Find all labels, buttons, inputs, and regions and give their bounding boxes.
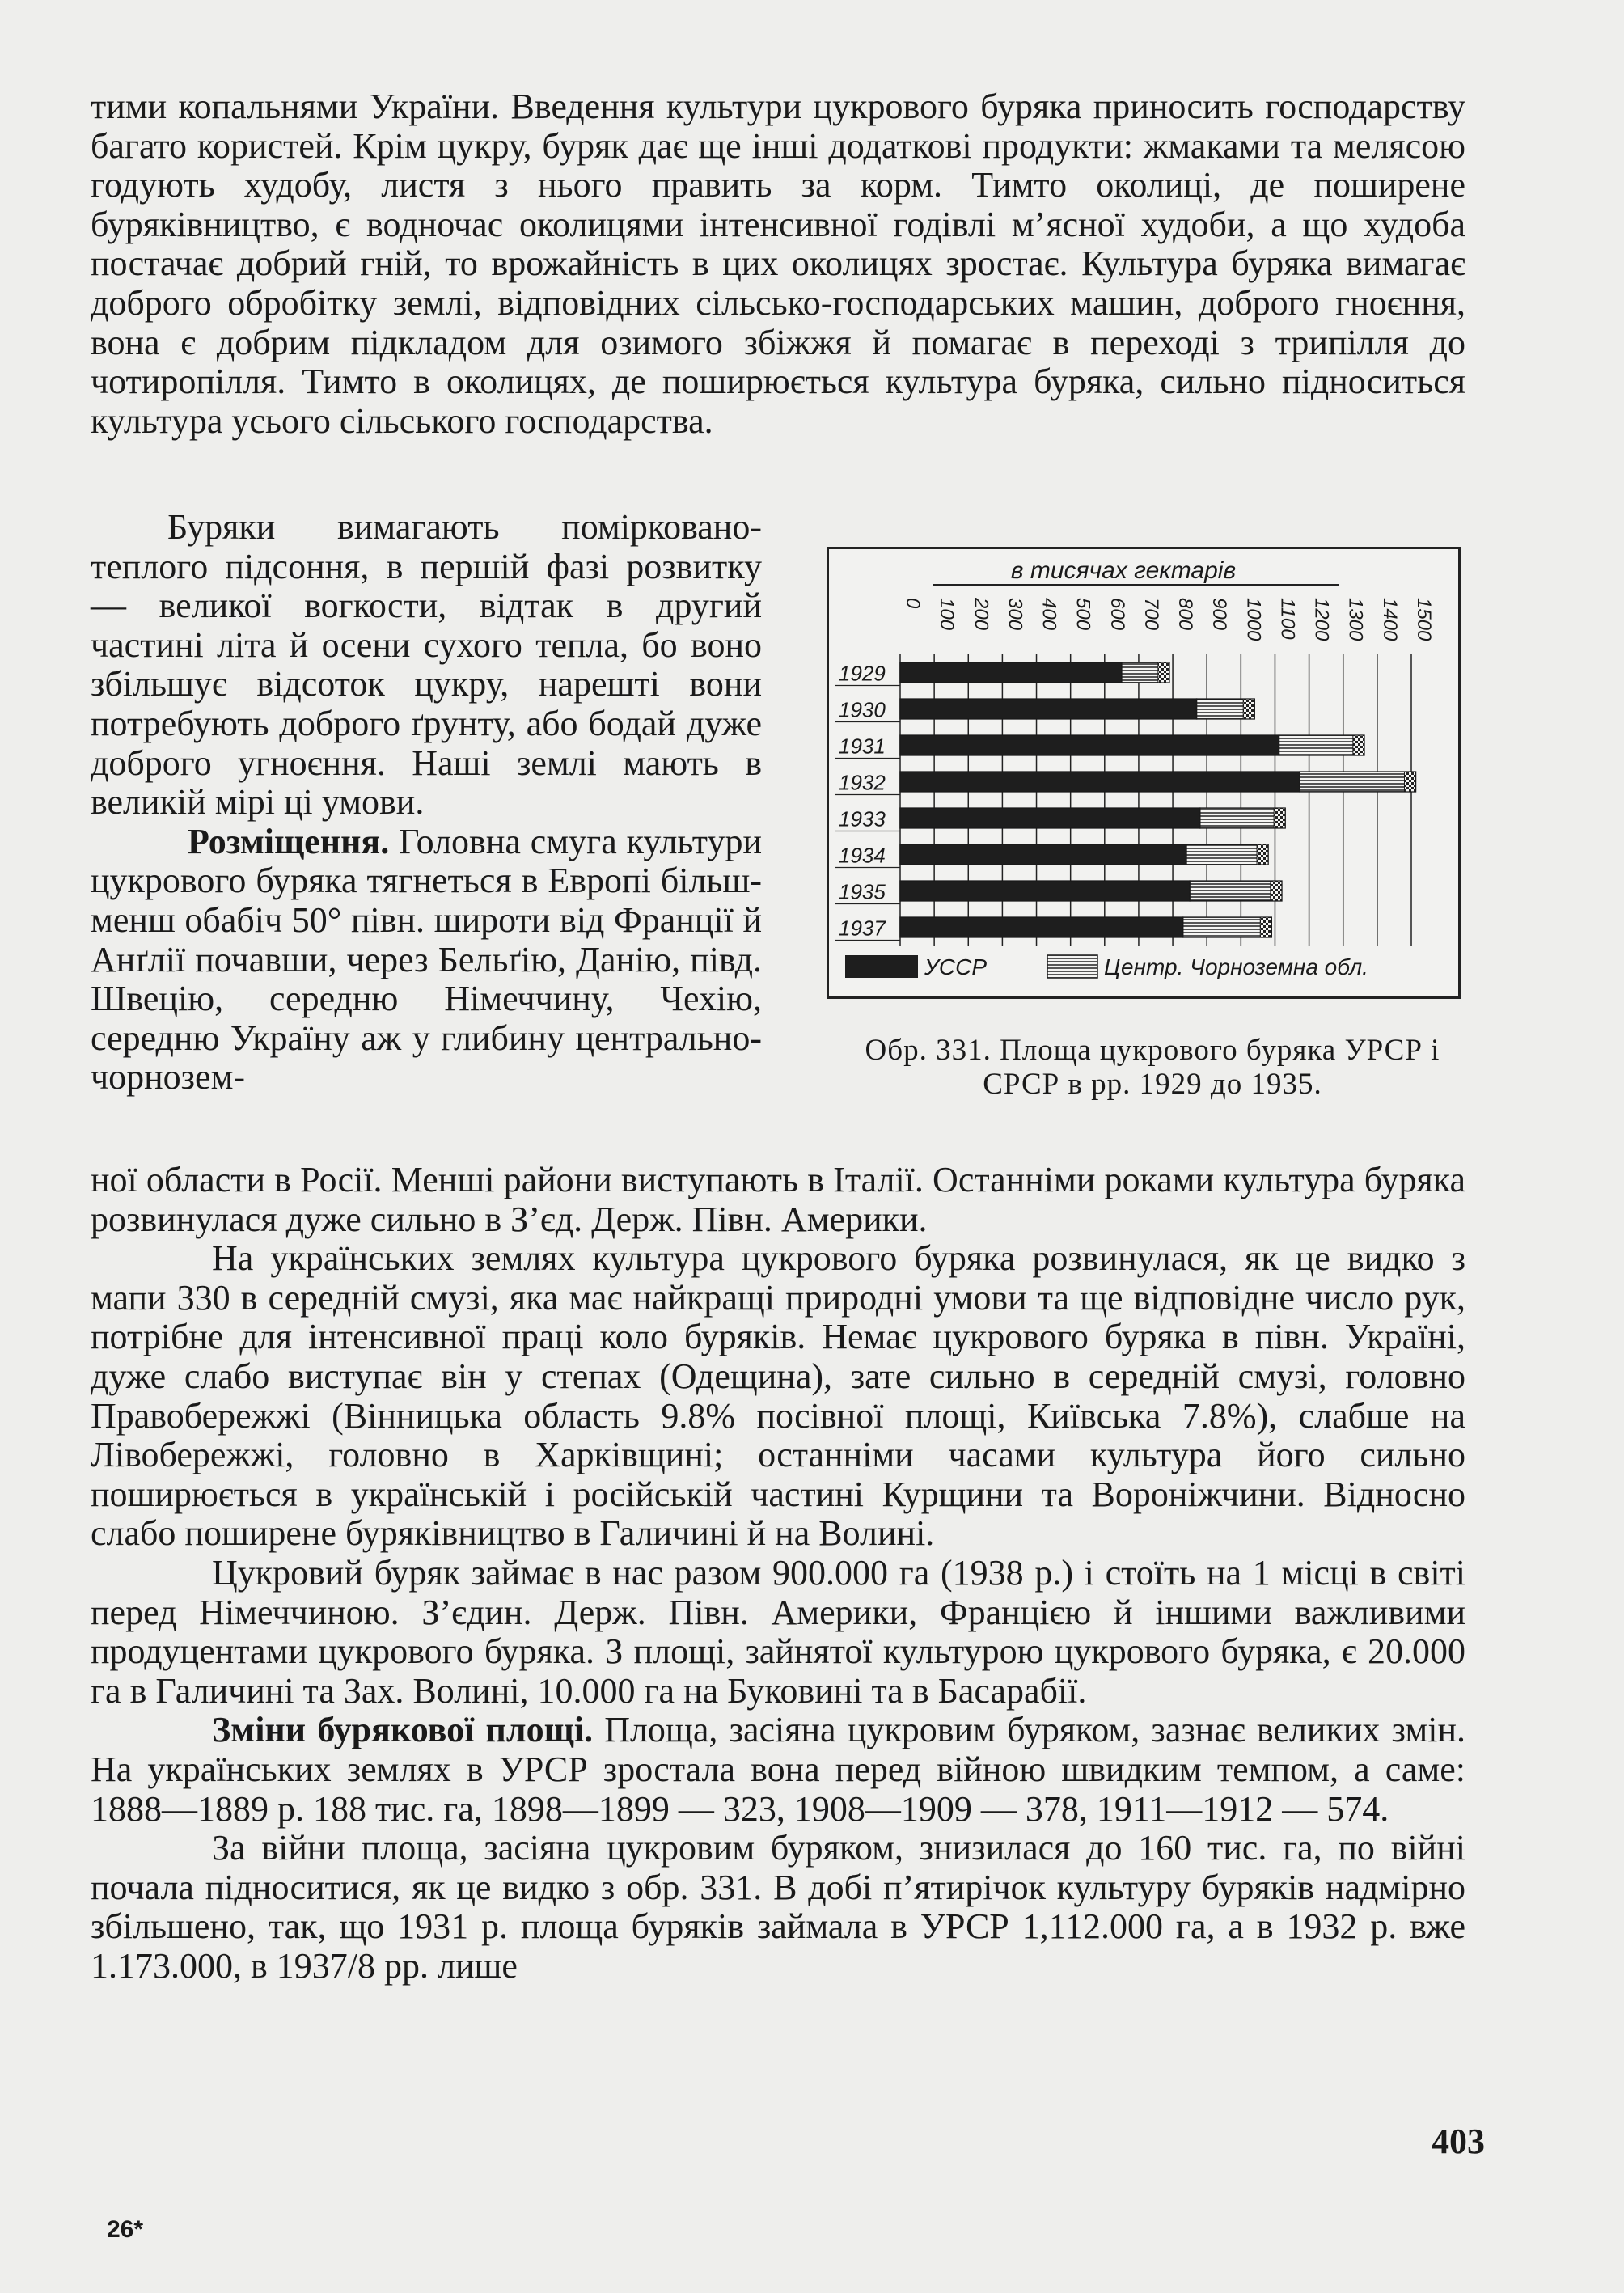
bar-chart-svg <box>829 549 1458 996</box>
section-heading: Зміни бурякової площі. <box>212 1710 593 1750</box>
bar-ussr <box>900 917 1183 937</box>
y-category-label: 1929 <box>839 661 886 686</box>
paragraph <box>91 1711 1465 1829</box>
x-tick-label: 300 <box>1004 598 1026 631</box>
chart-unit-label: в тисячах гектарів <box>1010 557 1237 584</box>
bar-end-cap <box>1260 917 1271 937</box>
x-tick-label: 100 <box>936 598 958 631</box>
bar-centr-chornozem <box>1200 808 1285 828</box>
legend-swatch-centr <box>1047 955 1097 978</box>
bar-chart <box>827 547 1461 999</box>
paragraph: ної области в Росії. Менші райони виступають в Італії. Останніми роками культура буряка розвинулася дуже сильно в З’єд. Держ. Півн. Америки. <box>91 1160 1465 1239</box>
section-heading: Розміщення. <box>188 821 390 861</box>
paragraph: тими копальнями України. Введення культури цукрового буряка приносить господарству багато користей. Крім цукру, буряк дає ще інші додаткові продукти: жмаками та мелясою годують худобу, листя з нього править за корм. Тимто околиці, де поширене буряківництво, є водночас околицями інтенсивної годівлі м’ясної худоби, а що худоба постачає добрий гній, то врожайність в цих околицях зростає. Культура буряка вимагає доброго обробітку землі, відповідних сільсько-господарських машин, доброго гноєння, вона є добрим підкладом для озимого збіжжя й помагає в переході з трипілля до чотиропілля. Тимто в околицях, де поширюється культура буряка, сильно підноситься культура усього сільського господарства. <box>91 87 1465 441</box>
page-number: 403 <box>1432 2122 1485 2161</box>
bar-end-cap <box>1257 844 1268 865</box>
x-tick-label: 0 <box>902 598 924 609</box>
y-category-label: 1933 <box>839 806 886 831</box>
bar-ussr <box>900 735 1279 755</box>
x-tick-label: 200 <box>970 598 992 631</box>
y-category-label: 1937 <box>839 916 886 941</box>
x-tick-label: 400 <box>1038 598 1060 631</box>
paragraph-text: Площа, засіяна цукровим буряком, зазнає великих змін. На українських землях в УРСР зростала вона перед війною швидким темпом, а саме: 1888—1889 р. 188 тис. га, 1898—1899 — 323, 1908—1909 — 378, 1911—1912 — 574. <box>91 1710 1465 1829</box>
paragraph: За війни площа, засіяна цукровим буряком, знизилася до 160 тис. га, по війні почала підноситися, як це видко з обр. 331. В добі п’ятирічок культуру буряків надмірно збільшено, так, що 1931 р. площа буряків займала в УРСР 1,112.000 га, а в 1932 р. вже 1.173.000, в 1937/8 рр. лише <box>91 1828 1465 1986</box>
bar-end-cap <box>1353 735 1364 755</box>
x-tick-label: 500 <box>1072 598 1094 631</box>
bar-ussr <box>900 699 1197 719</box>
bar-ussr <box>900 808 1200 828</box>
x-tick-label: 1000 <box>1242 598 1265 641</box>
bar-centr-chornozem <box>1300 772 1415 792</box>
printer-signature: 26* <box>107 2216 144 2243</box>
legend-label-ussr: УССР <box>924 954 988 979</box>
y-category-label: 1930 <box>839 697 886 722</box>
paragraph: На українських землях культура цукрового буряка розвинулася, як це видко з мапи 330 в середній смузі, яка має найкращі природні умови та ще відповідне число рук, потрібне для інтенсивної праці коло буряків. Немає цукрового буряка в півн. Україні, дуже слабо виступає він у степах (Одещина), зате сильно в середній смузі, головно Правобережжі (Вінницька область 9.8% посівної площі, Київська 7.8%), слабше на Лівобережжі, головно в Харківщині; останніми часами культура його сильно поширюється в українській і російській частині Курщини та Вороніжчини. Відносно слабо поширене буряківництво в Галичині й на Волині. <box>91 1238 1465 1554</box>
y-category-label: 1935 <box>839 879 886 904</box>
paragraph: Цукровий буряк займає в нас разом 900.000 га (1938 р.) і стоїть на 1 місці в світі перед Німеччиною. З’єдин. Держ. Півн. Америки, Францією й іншими важливими продуцентами цукрового буряка. З площі, зайнятої культурою цукрового буряка, є 20.000 га в Галичині та Зах. Волині, 10.000 га на Буковині та в Басарабії. <box>91 1552 1465 1711</box>
bar-centr-chornozem <box>1190 881 1282 901</box>
bar-centr-chornozem <box>1186 844 1268 865</box>
x-tick-label: 1500 <box>1413 598 1435 641</box>
bar-end-cap <box>1404 772 1415 792</box>
x-tick-label: 900 <box>1208 598 1231 631</box>
x-tick-label: 1200 <box>1310 598 1333 641</box>
x-tick-label: 800 <box>1174 598 1197 631</box>
legend-swatch-ussr <box>845 955 918 978</box>
bar-ussr <box>900 662 1122 683</box>
x-tick-label: 700 <box>1140 598 1162 631</box>
paragraph-text: Головна смуга культури цукрового буряка тягнеться в Европі більш-менш обабіч 50° півн. широти від Франції й Анґлії почавши, через Бельґію, Данію, півд. Швецію, середню Німеччину, Чехію, середню Україну аж у глибину центрально-чорнозем- <box>91 821 762 1098</box>
bar-ussr <box>900 881 1190 901</box>
x-tick-label: 1300 <box>1344 598 1367 641</box>
bar-end-cap <box>1243 699 1254 719</box>
text-block-top <box>91 87 1465 441</box>
x-tick-label: 600 <box>1106 598 1128 631</box>
bar-ussr <box>900 844 1186 865</box>
paragraph <box>91 823 762 1098</box>
x-tick-label: 1400 <box>1378 598 1401 641</box>
figure-caption: Обр. 331. Площа цукрового буряка УРСР і СРСР в рр. 1929 до 1935. <box>865 1034 1440 1101</box>
paragraph: Буряки вимагають поміркованo-теплого підсоння, в першій фазі розвитку — великої вогкости, відтак в другий частині літа й осени сухого тепла, бо воно збільшує відсоток цукру, нарешті вони потребують доброго ґрунту, або бодай дуже доброго угноєння. Наші землі мають в великій мірі ці умови. <box>91 507 762 823</box>
text-column-left <box>91 508 762 1098</box>
text-block-bottom <box>91 1161 1465 1986</box>
bar-end-cap <box>1271 881 1282 901</box>
legend-label-centr: Центр. Чорноземна обл. <box>1104 954 1368 979</box>
bar-centr-chornozem <box>1279 735 1364 755</box>
bar-centr-chornozem <box>1183 917 1272 937</box>
bar-ussr <box>900 772 1300 792</box>
y-category-label: 1931 <box>839 734 886 759</box>
x-tick-label: 1100 <box>1276 598 1299 640</box>
y-category-label: 1932 <box>839 770 886 795</box>
bar-end-cap <box>1274 808 1285 828</box>
y-category-label: 1934 <box>839 843 886 868</box>
bar-end-cap <box>1158 662 1169 683</box>
